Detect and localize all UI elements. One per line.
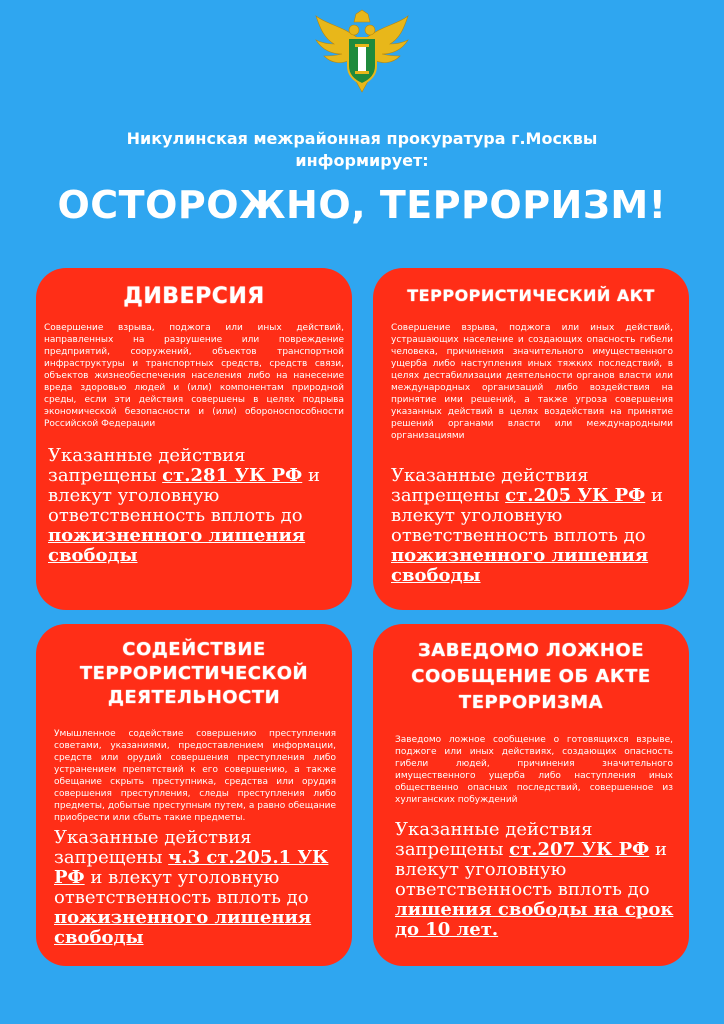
law-prefix: Указанные действия запрещены bbox=[54, 827, 252, 868]
card-title bbox=[36, 284, 352, 309]
card-law-text bbox=[54, 828, 344, 948]
card-title-line: СОДЕЙСТВИЕ bbox=[122, 639, 266, 660]
card-title-line: СООБЩЕНИЕ ОБ АКТЕ bbox=[411, 666, 651, 687]
card-title bbox=[373, 286, 689, 305]
card-title-line: ТЕРРОРИСТИЧЕСКИЙ АКТ bbox=[407, 286, 655, 305]
card-description: Совершение взрыва, поджога или иных действий, направленных на разрушение или повреждение предприятий, сооружений, объектов транспортной инфраструктуры и транспортных средств, средств связи, объектов жизнеобеспечения населения либо на нанесение вреда здоровью людей и (или) компонентам природной среды, если эти действия совершены в целях подрыва экономической безопасности и (или) обороноспособности Российской Федерации bbox=[44, 323, 344, 429]
prosecutor-emblem-icon bbox=[312, 8, 412, 96]
card-title-line: ЗАВЕДОМО ЛОЖНОЕ bbox=[418, 640, 644, 661]
law-middle: и влекут уголовную ответственность вплоть до bbox=[395, 839, 667, 900]
card-terrorism-assistance bbox=[36, 624, 352, 966]
card-title-line: ДЕЯТЕЛЬНОСТИ bbox=[107, 687, 281, 708]
law-penalty: пожизненного лишения свободы bbox=[391, 545, 649, 586]
card-description: Заведомо ложное сообщение о готовящихся взрыве, поджоге или иных действиях, создающих опасность гибели людей, причинения значительного имущественного ущерба либо наступления иных общественно опасных последствий, совершенное из хулиганских побуждений bbox=[395, 735, 673, 805]
law-article: ч.3 ст.205.1 УК РФ bbox=[54, 847, 329, 888]
law-prefix: Указанные действия запрещены bbox=[395, 819, 593, 860]
law-prefix: Указанные действия запрещены bbox=[391, 465, 589, 506]
card-title bbox=[373, 638, 689, 716]
card-title-line: ДИВЕРСИЯ bbox=[123, 284, 265, 309]
card-law-text bbox=[391, 466, 681, 586]
card-law-text bbox=[395, 820, 685, 940]
card-description: Совершение взрыва, поджога или иных действий, устрашающих население и создающих опасность гибели человека, причинения значительного имущественного ущерба либо наступления иных тяжких последствий, в целях дестабилизации деятельности органов власти или международных организаций либо воздействия на принятие ими решений, а также угроза совершения указанных действий в целях воздействия на принятие решений органами власти или международными организациями bbox=[391, 323, 673, 441]
card-terrorist-act bbox=[373, 268, 689, 610]
card-diversion bbox=[36, 268, 352, 610]
card-law-text bbox=[48, 446, 344, 566]
law-article: ст.281 УК РФ bbox=[162, 465, 303, 486]
card-false-report bbox=[373, 624, 689, 966]
card-title-line: ТЕРРОРИЗМА bbox=[458, 692, 604, 713]
law-penalty: лишения свободы на срок до 10 лет. bbox=[395, 899, 674, 940]
law-prefix: Указанные действия запрещены bbox=[48, 445, 246, 486]
law-middle: и влекут уголовную ответственность вплоть до bbox=[48, 465, 320, 526]
header-informs: информирует: bbox=[295, 151, 429, 170]
card-description: Умышленное содействие совершению преступления советами, указаниями, предоставлением информации, средств или орудий совершения преступления либо устранением препятствий к его совершению, а также обещание скрыть преступника, средства или орудия совершения преступления, следы преступления либо предметы, добытые преступным путем, а равно обещание приобрести или сбыть такие предметы. bbox=[54, 729, 336, 823]
card-title-line: ТЕРРОРИСТИЧЕСКОЙ bbox=[79, 663, 309, 684]
law-penalty: пожизненного лишения свободы bbox=[54, 907, 312, 948]
card-title bbox=[36, 638, 352, 710]
law-penalty: пожизненного лишения свободы bbox=[48, 525, 306, 566]
law-article: ст.207 УК РФ bbox=[509, 839, 650, 860]
header-prosecutor-name: Никулинская межрайонная прокуратура г.Москвы bbox=[126, 129, 598, 148]
law-middle: и влекут уголовную ответственность вплоть до bbox=[391, 485, 663, 546]
law-article: ст.205 УК РФ bbox=[505, 485, 646, 506]
law-middle: и влекут уголовную ответственность вплоть до bbox=[54, 867, 309, 908]
page-title: ОСТОРОЖНО, ТЕРРОРИЗМ! bbox=[57, 183, 667, 227]
